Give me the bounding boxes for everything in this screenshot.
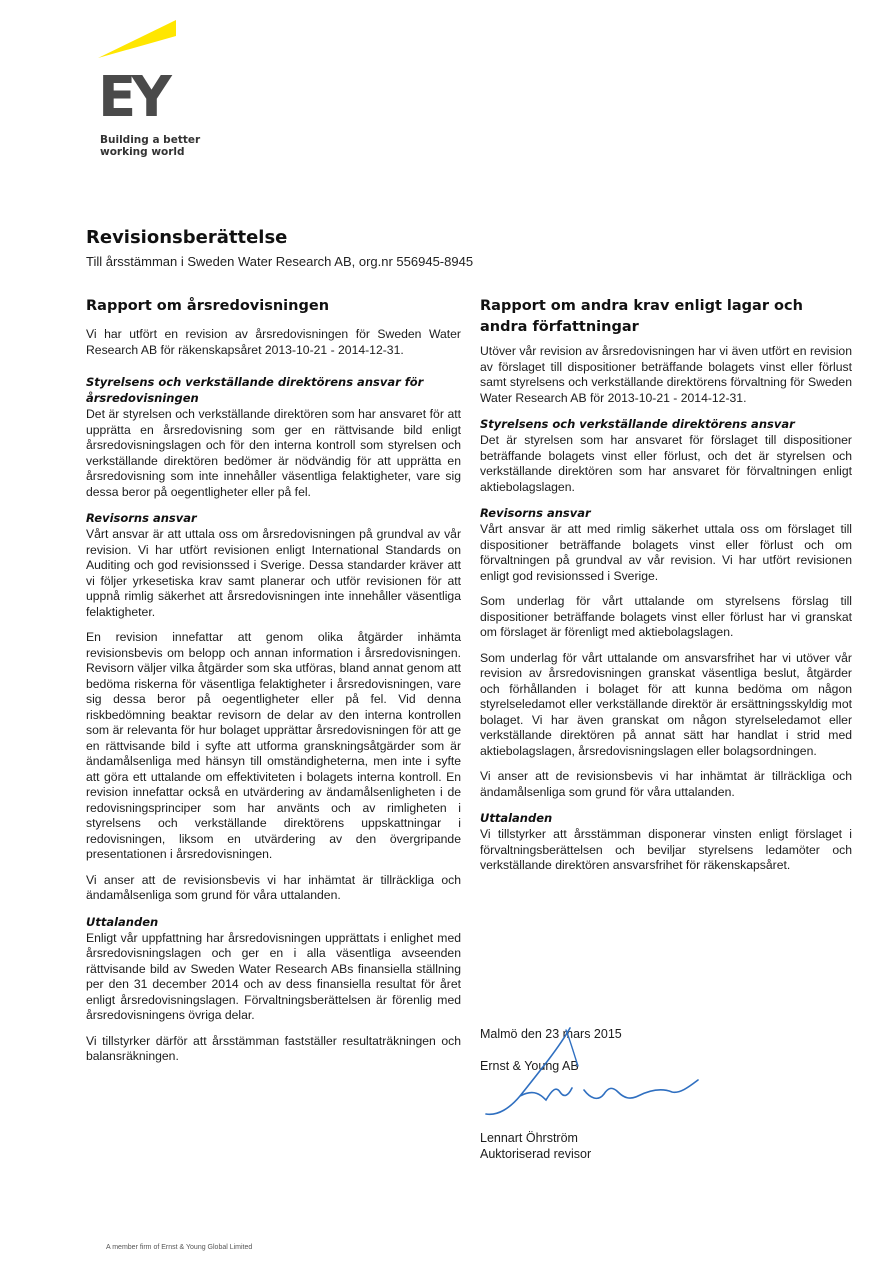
ey-logo — [96, 18, 216, 158]
signature-firm: Ernst & Young AB — [480, 1059, 579, 1073]
right-statements-heading: Uttalanden — [480, 811, 553, 825]
signature-stroke-second — [584, 1080, 698, 1098]
left-auditor-p3: Vi anser att de revisionsbevis vi har inhämtat är tillräckliga och ändamålsenliga som grund för våra uttalanden. — [86, 872, 461, 902]
left-board-heading: Styrelsens och verkställande direktörens ansvar för årsredovisningen — [86, 375, 424, 405]
right-auditor-heading: Revisorns ansvar — [480, 506, 591, 520]
left-statements-heading: Uttalanden — [86, 914, 159, 929]
handwritten-signature-icon — [480, 1026, 740, 1126]
signature-stroke-tick — [566, 1030, 578, 1066]
logo-beam-icon — [96, 18, 178, 60]
left-auditor-p2: En revision innefattar att genom olika åtgärder inhämta revisionsbevis om belopp och annan information i årsredovisningen. Revisorn väljer vilka åtgärder som ska utföras, bland annat genom att bedöma riskerna för väsentliga felaktigheter i årsredovisningen, vare sig dessa beror på oegentligheter eller på fel. Vid denna riskbedömning beaktar revisorn de delar av den interna kontrollen som är relevanta för hur bolaget upprättar årsredovisningen för att ge en rättvisande bild i syfte att utforma granskningsåtgärder som är ändamålsenliga med hänsyn till omständigheterna, men inte i syfte att göra ett uttalande om effektiviteten i bolagets interna kontroll. En revision innefattar också en utvärdering av ändamålsenligheten i de redovisningsprinciper som har använts och av rimligheten i styrelsens och verkställande direktörens uppskattningar i redovisningen, liksom en utvärdering av den övergripande presentationen i årsredovisningen. — [86, 630, 461, 861]
logo-tagline-line2: working world — [100, 146, 185, 158]
right-auditor-p2: Som underlag för vårt uttalande om styrelsens förslag till dispositioner beträffande bolagets vinst eller förlust har vi granskat om förslaget är förenligt med aktiebolagslagen. — [480, 594, 852, 639]
signature-role: Auktoriserad revisor — [480, 1147, 592, 1161]
right-board-text: Det är styrelsen som har ansvaret för förslaget till dispositioner beträffande bolagets vinst eller förlust, och det är styrelsen och verkställande direktören som har ansvaret för förvaltningen enligt aktiebolagslagen. — [480, 433, 852, 494]
right-auditor-p1: Vårt ansvar är att med rimlig säkerhet uttala oss om förslaget till dispositioner beträffande bolagets vinst eller förlust och om förvaltningen på grundval av vår revision. Vi har utfört revisionen enligt god revisionssed i Sverige. — [480, 522, 852, 583]
left-heading: Rapport om årsredovisningen — [86, 298, 330, 314]
logo-tagline — [100, 134, 210, 158]
left-column — [86, 296, 461, 1075]
right-auditor-p4: Vi anser att de revisionsbevis vi har inhämtat är tillräckliga och ändamålsenliga som grund för våra uttalanden. — [480, 769, 852, 799]
right-auditor-p3: Som underlag för vårt uttalande om ansvarsfrihet har vi utöver vår revision av årsredovisningen granskat väsentliga beslut, åtgärder och förhållanden i bolaget för att kunna bedöma om någon styrelseledamot eller verkställande direktör är ersättningsskyldig mot bolaget. Vi har även granskat om någon styrelseledamot eller verkställande direktören på annat sätt har handlat i strid med aktiebolagslagen, årsredovisningslagen eller bolagsordningen. — [480, 650, 852, 758]
logo-beam-shape — [98, 20, 176, 58]
signature-stroke-main — [486, 1028, 572, 1114]
left-intro: Vi har utfört en revision av årsredovisningen för Sweden Water Research AB för räkenskapsåret 2013-10-21 - 2014-12-31. — [86, 327, 461, 357]
left-statements-p1: Enligt vår uppfattning har årsredovisningen upprättats i enlighet med årsredovisningslagen och ger en i alla väsentliga avseenden rättvisande bild av Sweden Water Research ABs finansiella ställning per den 31 december 2014 och av dess finansiella resultat för året enligt årsredovisningslagen. Förvaltningsberättelsen är förenlig med årsredovisningens övriga delar. — [86, 930, 461, 1022]
page-footer: A member firm of Ernst & Young Global Limited — [106, 1244, 253, 1251]
right-intro: Utöver vår revision av årsredovisningen har vi även utfört en revision av förslaget till dispositioner beträffande bolagets vinst eller förlust samt styrelsens och verkställande direktörens förvaltning för Sweden Water Research AB för 2013-10-21 - 2014-12-31. — [480, 344, 852, 405]
right-statements-p1: Vi tillstyrker att årsstämman disponerar vinsten enligt förslaget i förvaltningsberättelsen och beviljar styrelsens ledamöter och verkställande direktören ansvarsfrihet för räkenskapsåret. — [480, 827, 852, 872]
left-auditor-heading: Revisorns ansvar — [86, 511, 197, 525]
logo-tagline-line1: Building a better — [100, 134, 201, 146]
document-title: Revisionsberättelse — [86, 227, 288, 248]
logo-mark: EY — [98, 65, 167, 130]
signature-place-date: Malmö den 23 mars 2015 — [480, 1027, 622, 1041]
right-column — [480, 296, 852, 884]
left-auditor-p1: Vårt ansvar är att uttala oss om årsredovisningen på grundval av vår revision. Vi har utfört revisionen enligt International Standards on Auditing och god revisionssed i Sverige. Dessa standarder kräver att vi följer yrkesetiska krav samt planerar och utför revisionen för att uppnå rimlig säkerhet att årsredovisningen inte innehåller väsentliga felaktigheter. — [86, 527, 461, 619]
signature-block — [480, 1026, 860, 1166]
right-board-heading: Styrelsens och verkställande direktörens ansvar — [480, 417, 795, 431]
right-heading: Rapport om andra krav enligt lagar och andra författningar — [480, 298, 803, 335]
document-subtitle: Till årsstämman i Sweden Water Research AB, org.nr 556945-8945 — [86, 254, 474, 269]
signature-name: Lennart Öhrström — [480, 1131, 578, 1145]
left-board-text: Det är styrelsen och verkställande direktören som har ansvaret för att upprätta en årsredovisning som ger en rättvisande bild enligt årsredovisningslagen och för den interna kontroll som styrelsen och verkställande direktören bedömer är nödvändig för att upprätta en årsredovisning som inte innehåller väsentliga felaktigheter, vare sig dessa beror på oegentligheter eller på fel. — [86, 407, 461, 499]
left-statements-p2: Vi tillstyrker därför att årsstämman fastställer resultaträkningen och balansräkningen. — [86, 1033, 461, 1063]
